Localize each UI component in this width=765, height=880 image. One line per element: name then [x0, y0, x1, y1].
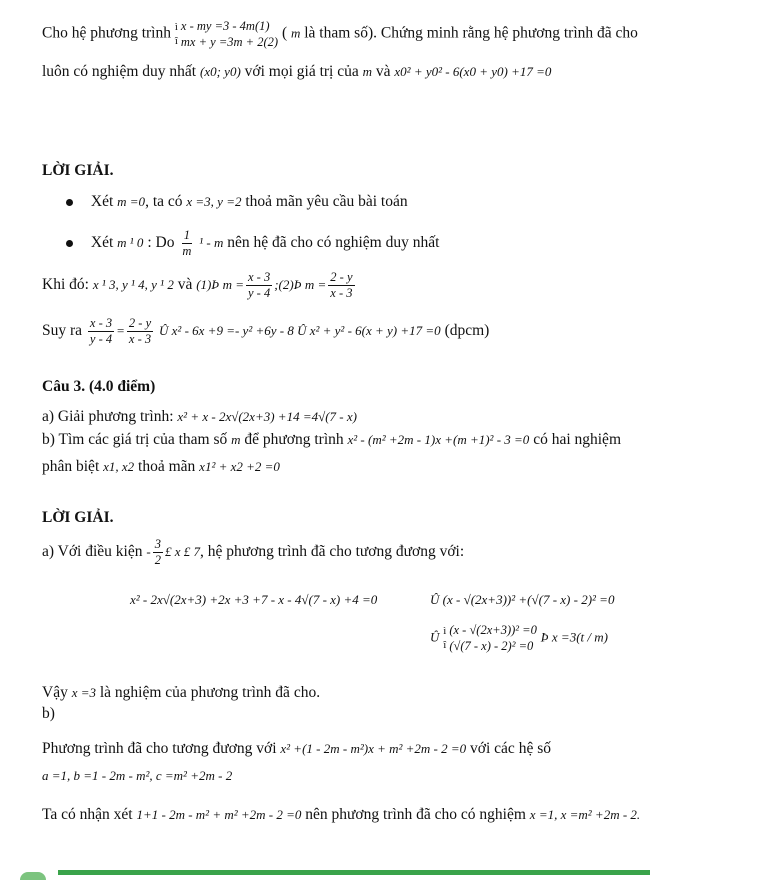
fraction-numerator: x - 3 — [89, 316, 113, 330]
fraction-denominator: 2 — [154, 553, 161, 567]
problem-line-1 — [42, 18, 638, 50]
text: phân biệt — [42, 458, 100, 475]
solution-3b-line-1 — [42, 740, 551, 758]
text: thoả mãn yêu cầu bài toán — [245, 193, 408, 210]
text: với mọi giá trị của — [244, 63, 359, 80]
system-equation-2: (√(7 - x) - 2)² =0 — [449, 639, 534, 653]
math-expression: Û x² - 6x +9 =- y² +6y - 8 Û x² + y² - 6(x + y) +17 =0 — [159, 323, 441, 339]
math-expression: (x0; y0) — [200, 64, 241, 79]
bullet-item-1 — [66, 193, 408, 211]
footer-decoration — [20, 872, 46, 880]
text: nên hệ đã cho có nghiệm duy nhất — [227, 234, 440, 252]
text: Vậy — [42, 684, 68, 701]
math-expression: x =3 — [71, 685, 96, 700]
math-expression: x² - (m² +2m - 1)x +(m +1)² - 3 =0 — [347, 432, 530, 447]
math-expression: ¹ - m — [199, 235, 224, 251]
brace-symbol: ì î — [443, 625, 447, 651]
fraction-denominator: m — [182, 244, 192, 258]
text: và — [177, 276, 193, 294]
text: a) Với điều kiện — [42, 543, 143, 561]
solution-3b-line-2 — [42, 767, 232, 785]
text: , ta có — [145, 193, 183, 210]
equation-system — [175, 18, 278, 50]
fraction-denominator: x - 3 — [128, 332, 152, 346]
math-expression: x² - 2x√(2x+3) +2x +3 +7 - x - 4√(7 - x) +4 =0 — [130, 592, 378, 607]
bullet-icon — [66, 240, 73, 247]
question-3b — [42, 431, 621, 449]
math-expression: x1² + x2 +2 =0 — [199, 459, 280, 474]
math-expression: - — [146, 544, 151, 560]
text: thoả mãn — [138, 458, 196, 475]
heading-text: LỜI GIẢI. — [42, 162, 114, 179]
math-expression: x =1, x =m² +2m - 2. — [529, 807, 641, 822]
math-variable: m — [362, 64, 373, 79]
text: luôn có nghiệm duy nhất — [42, 63, 197, 80]
system-equation-1: x - my =3 - 4m(1) — [180, 19, 270, 33]
brace-symbol: ì î — [174, 21, 178, 47]
fraction-denominator: y - 4 — [247, 286, 271, 300]
text: Suy ra — [42, 322, 83, 340]
question-3-heading — [42, 378, 155, 396]
text: ( — [281, 24, 288, 42]
text: Xét — [90, 193, 114, 210]
bullet-item-2 — [66, 228, 439, 259]
solution-3b-line-3 — [42, 806, 640, 824]
fraction — [127, 316, 153, 347]
fraction — [180, 228, 193, 259]
system-equation-2: mx + y =3m + 2(2) — [180, 35, 279, 49]
text: b) Tìm các giá trị của tham số — [42, 431, 228, 448]
math-variable: m — [290, 25, 301, 41]
math-expression: 1+1 - 2m - m² + m² +2m - 2 =0 — [136, 807, 302, 822]
part-b-label — [42, 705, 55, 723]
math-expression: x² +(1 - 2m - m²)x + m² +2m - 2 =0 — [280, 741, 467, 756]
text: Khi đó: — [42, 276, 89, 294]
text: , hệ phương trình đã cho tương đương với: — [199, 543, 465, 561]
math-expression: x ¹ 3, y ¹ 4, y ¹ 2 — [92, 277, 174, 293]
text: b) — [42, 705, 55, 722]
text: là tham số). Chứng minh rằng hệ phương trình đã cho — [304, 24, 638, 42]
text: có hai nghiệm — [533, 431, 621, 448]
fraction-numerator: 2 - y — [330, 270, 353, 284]
fraction-denominator: x - 3 — [330, 286, 353, 300]
math-expression: £ x £ 7 — [164, 544, 200, 560]
math-expression: a =1, b =1 - 2m - m², c =m² +2m - 2 — [42, 768, 233, 783]
fraction — [88, 316, 114, 347]
footer-rule — [58, 870, 650, 875]
heading-text: LỜI GIẢI. — [42, 509, 114, 526]
math-expression: x1, x2 — [103, 459, 135, 474]
math-expression: = — [116, 323, 125, 339]
question-3b-cont — [42, 458, 280, 476]
text: nên phương trình đã cho có nghiệm — [305, 806, 526, 823]
math-expression: Û — [430, 629, 440, 645]
equation-line-1 — [130, 591, 377, 609]
suy-ra-line — [42, 316, 489, 347]
math-expression: m =0 — [117, 194, 146, 209]
text: để phương trình — [244, 431, 344, 448]
fraction-numerator: x - 3 — [247, 270, 271, 284]
text: (dpcm) — [444, 322, 490, 340]
math-expression: x² + x - 2x√(2x+3) +14 =4√(7 - x) — [177, 409, 357, 424]
solution-heading — [42, 509, 114, 527]
conclusion-line — [42, 684, 320, 702]
fraction-numerator: 1 — [183, 228, 190, 242]
equation-system — [443, 622, 537, 654]
fraction-numerator: 2 - y — [128, 316, 152, 330]
math-expression: m ¹ 0 — [117, 235, 144, 251]
fraction — [246, 270, 272, 301]
math-expression: Þ x =3(t / m) — [540, 629, 608, 645]
fraction — [153, 537, 163, 568]
heading-text: Câu 3. (4.0 điểm) — [42, 378, 156, 395]
system-equation-1: (x - √(2x+3))² =0 — [449, 623, 537, 637]
text: a) Giải phương trình: — [42, 408, 174, 425]
text: Xét — [90, 234, 114, 252]
text: : Do — [147, 234, 175, 252]
question-3a — [42, 408, 357, 426]
math-expression: Û (x - √(2x+3))² +(√(7 - x) - 2)² =0 — [430, 592, 615, 607]
bullet-icon — [66, 199, 73, 206]
text: với các hệ số — [470, 740, 551, 757]
fraction-denominator: y - 4 — [89, 332, 113, 346]
fraction-numerator: 3 — [154, 537, 161, 551]
text: là nghiệm của phương trình đã cho. — [99, 684, 321, 701]
text: Phương trình đã cho tương đương với — [42, 740, 277, 757]
equation-line-1-right — [430, 591, 614, 609]
equation-line-2 — [430, 622, 608, 654]
fraction — [328, 270, 354, 301]
khi-do-line — [42, 270, 357, 301]
math-expression: ;(2)Þ m = — [274, 277, 327, 293]
math-expression: (1)Þ m = — [196, 277, 244, 293]
solution-heading — [42, 162, 114, 180]
text: Ta có nhận xét — [42, 806, 133, 823]
math-variable: m — [231, 432, 241, 447]
solution-3a-condition — [42, 537, 464, 568]
text: và — [375, 63, 391, 80]
problem-line-2 — [42, 63, 551, 81]
math-expression: x =3, y =2 — [186, 194, 242, 209]
text: Cho hệ phương trình — [42, 24, 171, 42]
math-expression: x0² + y0² - 6(x0 + y0) +17 =0 — [394, 64, 552, 79]
